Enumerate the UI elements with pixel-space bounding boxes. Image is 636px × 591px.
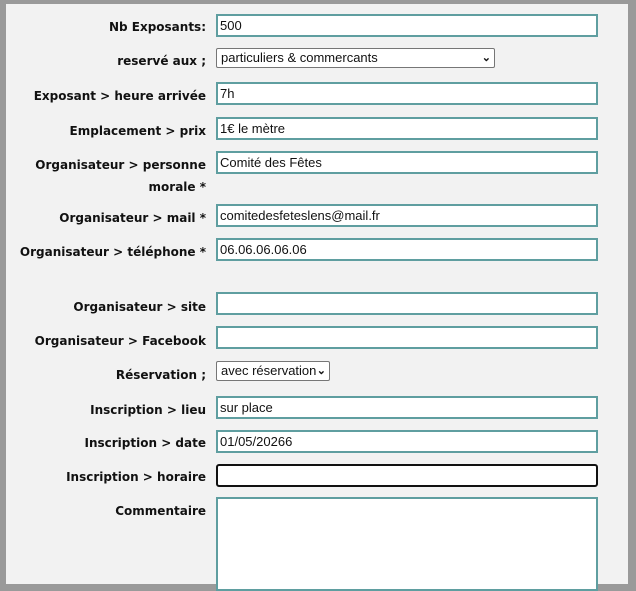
label-reservation: Réservation ;	[115, 368, 206, 382]
reserve-aux-select[interactable]	[216, 48, 495, 68]
nb-exposants-input[interactable]	[216, 14, 598, 37]
chevron-down-icon: ⌄	[481, 52, 491, 64]
label-commentaire: Commentaire	[115, 504, 206, 518]
personne-morale-input[interactable]	[216, 151, 598, 174]
inscription-horaire-input[interactable]	[216, 464, 598, 487]
reservation-select[interactable]	[216, 361, 330, 381]
label-site: Organisateur > site	[73, 300, 206, 314]
commentaire-textarea[interactable]	[216, 497, 598, 591]
heure-arrivee-input[interactable]	[216, 82, 598, 105]
label-personne-morale: Organisateur > personne morale *	[35, 158, 206, 194]
label-mail: Organisateur > mail *	[59, 211, 206, 225]
label-facebook: Organisateur > Facebook	[34, 334, 206, 348]
label-telephone: Organisateur > téléphone *	[19, 245, 206, 259]
label-emplacement-prix: Emplacement > prix	[69, 124, 206, 138]
inscription-date-input[interactable]	[216, 430, 598, 453]
reserve-aux-value: particuliers & commercants	[221, 50, 378, 65]
site-input[interactable]	[216, 292, 598, 315]
reservation-value: avec réservation	[221, 363, 317, 378]
mail-input[interactable]	[216, 204, 598, 227]
label-reserve-aux: reservé aux ;	[117, 54, 206, 68]
inscription-lieu-input[interactable]	[216, 396, 598, 419]
emplacement-prix-input[interactable]	[216, 117, 598, 140]
telephone-input[interactable]	[216, 238, 598, 261]
label-nb-exposants: Nb Exposants:	[108, 20, 206, 34]
facebook-input[interactable]	[216, 326, 598, 349]
label-inscription-lieu: Inscription > lieu	[90, 403, 206, 417]
label-inscription-date: Inscription > date	[84, 436, 206, 450]
label-heure-arrivee: Exposant > heure arrivée	[33, 89, 206, 103]
chevron-down-icon: ⌄	[316, 365, 326, 377]
label-inscription-horaire: Inscription > horaire	[66, 470, 206, 484]
